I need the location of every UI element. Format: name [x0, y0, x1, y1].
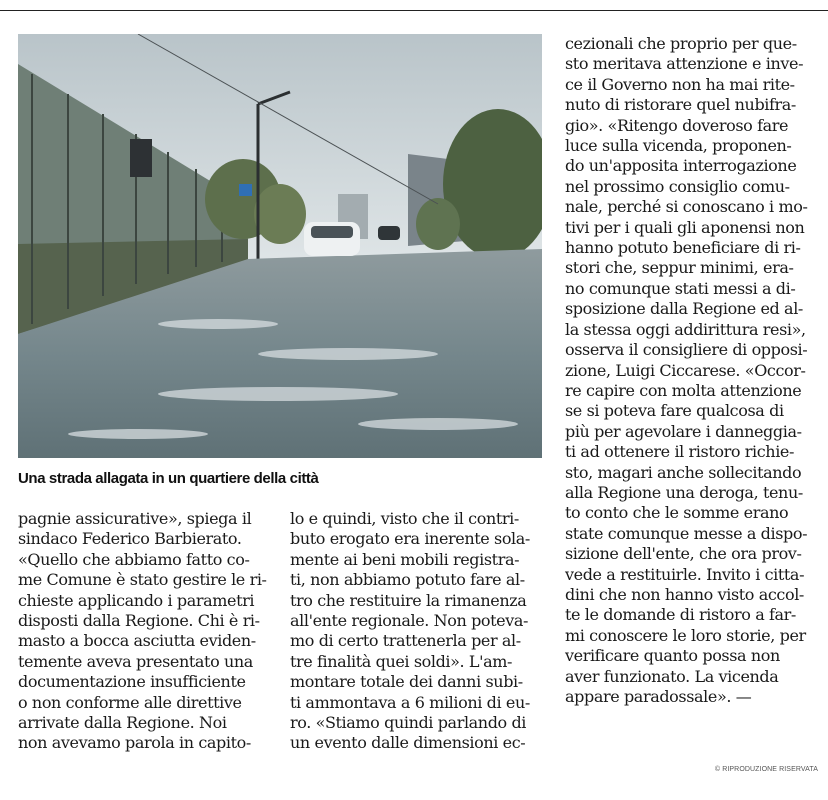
text-line: nuto di ristorare quel nubifra-	[565, 95, 796, 115]
text-line: più per agevolare i danneggia-	[565, 421, 802, 441]
text-line: buto erogato era inerente sola-	[290, 529, 530, 549]
text-line: stori che, seppur minimi, era-	[565, 258, 794, 278]
text-line: tivi per i quali gli aponensi non	[565, 217, 805, 237]
text-line: sizione dell'ente, che ora prov-	[565, 544, 802, 564]
text-line: ti, non abbiamo potuto fare al-	[290, 570, 525, 590]
article-column-1	[18, 509, 270, 754]
text-line: vede a restituirle. Invito i citta-	[565, 564, 805, 584]
text-line: mo di certo trattenerla per al-	[290, 631, 521, 651]
text-line: ro. «Stiamo quindi parlando di	[290, 713, 527, 733]
text-line: tre finalità quei soldi». L'am-	[290, 651, 513, 671]
text-line: la stessa oggi addirittura resi»,	[565, 319, 806, 339]
text-line: sposizione dalla Regione ed al-	[565, 299, 803, 319]
text-line: aver funzionato. La vicenda	[565, 666, 779, 686]
text-line: documentazione insufficiente	[18, 672, 246, 692]
text-line: chieste applicando i parametri	[18, 590, 255, 610]
text-line: appare paradossale». —	[565, 687, 752, 706]
text-line: «Quello che abbiamo fatto co-	[18, 549, 250, 569]
flooded-street-photo	[18, 34, 542, 458]
text-line: ti ad ottenere il ristoro richie-	[565, 442, 794, 462]
text-line: luce sulla vicenda, proponen-	[565, 136, 792, 156]
text-line: lo e quindi, visto che il contri-	[290, 509, 519, 528]
text-line: hanno potuto beneficiare di ri-	[565, 238, 801, 258]
text-line: to conto che le somme erano	[565, 503, 789, 523]
text-line: tro che restituire la rimanenza	[290, 590, 527, 610]
article-column-3	[565, 34, 820, 707]
text-line: te le domande di ristoro a far-	[565, 605, 796, 625]
text-line: ti ammontava a 6 milioni di eu-	[290, 692, 530, 712]
text-line: sto, magari anche sollecitando	[565, 462, 802, 482]
text-line: un evento dalle dimensioni ec-	[290, 733, 526, 753]
text-line: verificare quanto possa non	[565, 646, 780, 666]
text-line: sindaco Federico Barbierato.	[18, 529, 242, 549]
text-line: nale, perché si conoscano i mo-	[565, 197, 808, 217]
photo-caption: Una strada allagata in un quartiere della città	[18, 470, 319, 487]
text-line: disposti dalla Regione. Chi è ri-	[18, 611, 260, 631]
article-column-2	[290, 509, 542, 754]
top-rule	[0, 10, 828, 11]
text-line: mente ai beni mobili registra-	[290, 549, 520, 569]
text-line: mi conoscere le loro storie, per	[565, 625, 806, 645]
text-line: all'ente regionale. Non poteva-	[290, 611, 529, 631]
photo-illustration	[18, 34, 542, 458]
text-line: montare totale dei danni subi-	[290, 672, 523, 692]
text-line: cezionali che proprio per que-	[565, 34, 797, 53]
text-line: arrivate dalla Regione. Noi	[18, 713, 227, 733]
text-line: temente aveva presentato una	[18, 651, 253, 671]
text-line: ce il Governo non ha mai rite-	[565, 74, 795, 94]
text-line: pagnie assicurative», spiega il	[18, 509, 252, 528]
text-line: no comunque stati messi a di-	[565, 278, 796, 298]
text-line: nel prossimo consiglio comu-	[565, 176, 790, 196]
text-line: re capire con molta attenzione	[565, 380, 802, 400]
text-line: state comunque messe a dispo-	[565, 523, 808, 543]
text-line: me Comune è stato gestire le ri-	[18, 570, 267, 590]
text-line: dini che non hanno visto accol-	[565, 584, 804, 604]
text-line: osserva il consigliere di opposi-	[565, 340, 808, 360]
copyright-notice: © RIPRODUZIONE RISERVATA	[714, 766, 818, 773]
text-line: gio». «Ritengo doveroso fare	[565, 115, 789, 135]
text-line: non avevamo parola in capito-	[18, 733, 251, 753]
text-line: alla Regione una deroga, tenu-	[565, 482, 803, 502]
text-line: sto meritava attenzione e inve-	[565, 54, 804, 74]
text-line: masto a bocca asciutta eviden-	[18, 631, 256, 651]
text-line: zione, Luigi Ciccarese. «Occor-	[565, 360, 806, 380]
text-line: do un'apposita interrogazione	[565, 156, 797, 176]
text-line: o non conforme alle direttive	[18, 692, 242, 712]
text-line: se si poteva fare qualcosa di	[565, 401, 784, 421]
